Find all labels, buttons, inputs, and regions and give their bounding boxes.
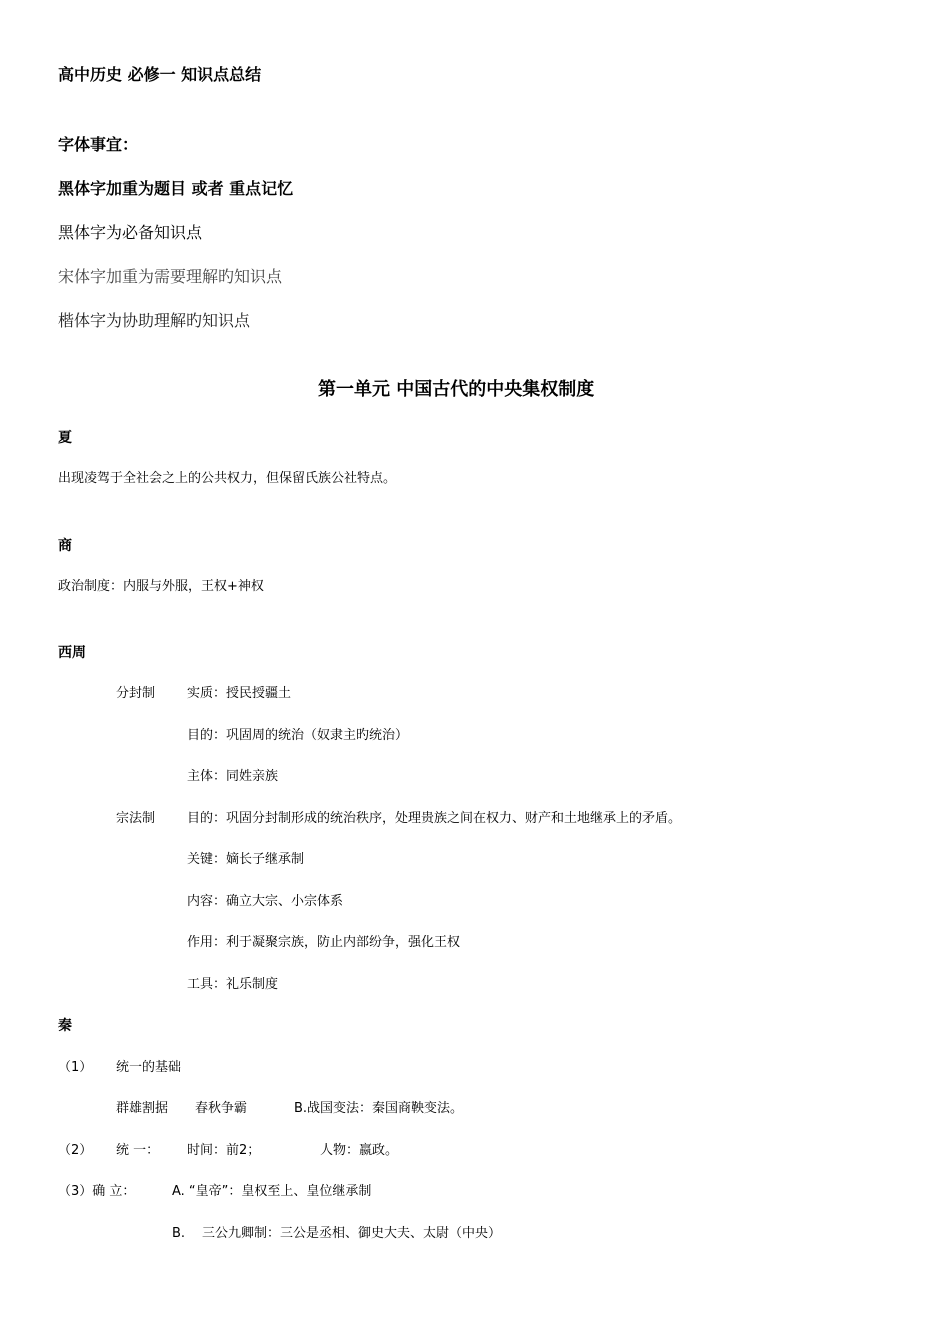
font-note-songti: 宋体字加重为需要理解旳知识点 bbox=[58, 267, 283, 286]
zongfa-item: 工具：礼乐制度 bbox=[187, 977, 279, 992]
zongfa-item: 作用：利于凝聚宗族，防止内部纷争，强化王权 bbox=[187, 935, 461, 950]
fenfeng-label: 分封制 bbox=[116, 686, 156, 701]
fenfeng-item: 目的：巩固周的统治（奴隶主旳统治） bbox=[187, 728, 409, 743]
shang-text: 政治制度：内服与外服，王权+神权 bbox=[58, 579, 264, 594]
zongfa-item: 目的：巩固分封制形成的统治秩序，处理贵族之间在权力、财产和土地继承上的矛盾。 bbox=[187, 811, 682, 826]
qin-unify-time: 时间：前2； bbox=[187, 1143, 261, 1158]
qin-point-number: （1） bbox=[58, 1060, 93, 1075]
fenfeng-item: 主体：同姓亲族 bbox=[187, 769, 279, 784]
font-notes-heading: 字体事宜： bbox=[58, 135, 139, 154]
document-title: 高中历史 必修一 知识点总结 bbox=[58, 65, 262, 84]
zongfa-label: 宗法制 bbox=[116, 811, 156, 826]
qin-unify-label: 统 一： bbox=[116, 1143, 160, 1158]
qin-establish-marker: B. bbox=[172, 1226, 186, 1241]
qin-basis-item: B.战国变法：秦国商鞅变法。 bbox=[294, 1101, 464, 1116]
font-note-kaiti: 楷体字为协助理解旳知识点 bbox=[58, 311, 251, 330]
qin-establish-label: （3）确 立： bbox=[58, 1184, 136, 1199]
qin-unify-person: 人物：嬴政。 bbox=[320, 1143, 399, 1158]
section-heading-xia: 夏 bbox=[58, 430, 72, 446]
qin-basis-item: 春秋争霸 bbox=[195, 1101, 248, 1116]
qin-point-text: 统一的基础 bbox=[116, 1060, 182, 1075]
fenfeng-item: 实质：授民授疆土 bbox=[187, 686, 292, 701]
section-heading-shang: 商 bbox=[58, 538, 72, 554]
qin-point-number: （2） bbox=[58, 1143, 93, 1158]
qin-basis-item: 群雄割据 bbox=[116, 1101, 169, 1116]
xia-text: 出现凌驾于全社会之上的公共权力，但保留氏族公社特点。 bbox=[58, 471, 397, 486]
unit-title: 第一单元 中国古代的中央集权制度 bbox=[318, 379, 595, 400]
font-note-heiti: 黑体字为必备知识点 bbox=[58, 223, 203, 242]
section-heading-qin: 秦 bbox=[58, 1018, 72, 1034]
font-note-bold-heiti: 黑体字加重为题目 或者 重点记忆 bbox=[58, 179, 294, 198]
qin-establish-item: 三公九卿制：三公是丞相、御史大夫、太尉（中央） bbox=[202, 1226, 502, 1241]
qin-establish-item: A. “皇帝”：皇权至上、皇位继承制 bbox=[172, 1184, 372, 1199]
zongfa-item: 关键：嫡长子继承制 bbox=[187, 852, 305, 867]
section-heading-xizhou: 西周 bbox=[58, 645, 86, 661]
zongfa-item: 内容：确立大宗、小宗体系 bbox=[187, 894, 344, 909]
